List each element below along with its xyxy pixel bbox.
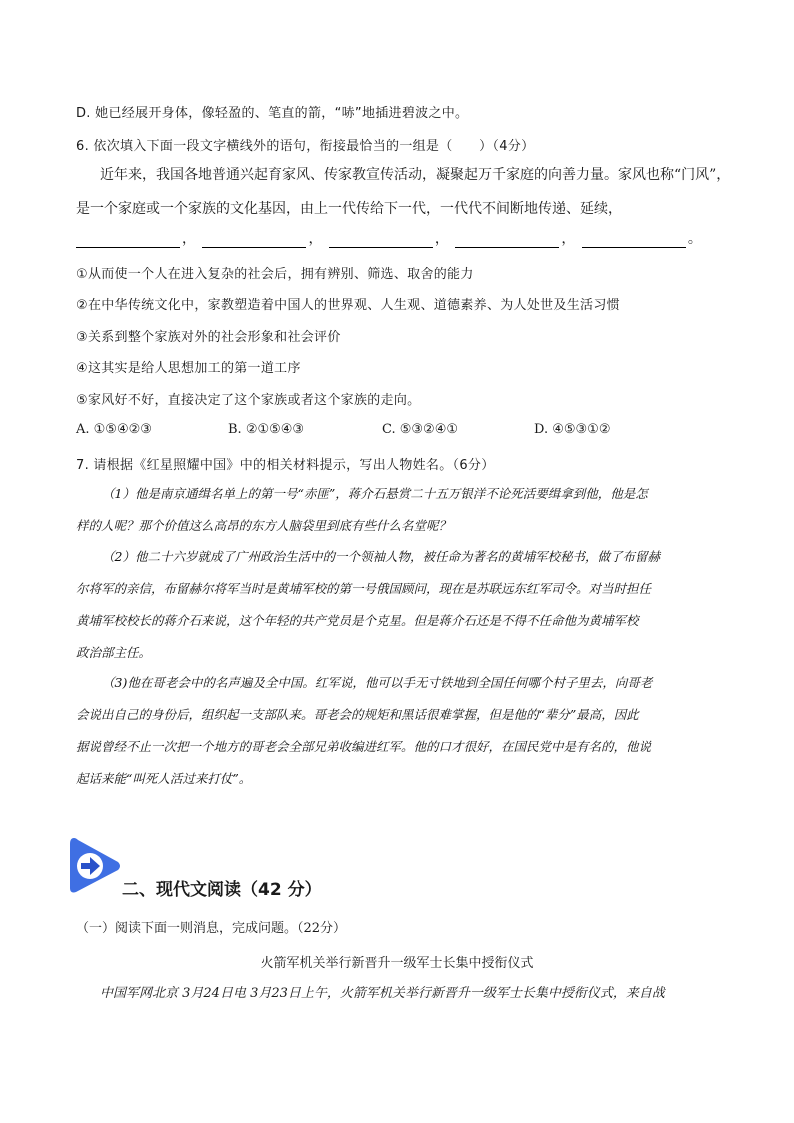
sentence-4: ④这其实是给人思想加工的第一道工序 — [76, 361, 301, 376]
sentence-5: ⑤家风好不好，直接决定了这个家族或者这个家族的走向。 — [76, 393, 421, 408]
choice-d[interactable]: D. ④⑤③①② — [534, 422, 611, 437]
blank-4[interactable] — [455, 233, 559, 248]
story-line: （1）他是南京通缉名单上的第一号“赤匪”，蒋介石悬赏二十五万银洋不论死活要缉拿到他，他是怎 — [102, 486, 648, 501]
story-line: 起话来能“叫死人活过来打仗”。 — [76, 771, 252, 786]
story-line: （3)他在哥老会中的名声遍及全中国。红军说，他可以手无寸铁地到全国任何哪个村子里去，向哥老 — [102, 675, 653, 690]
blank-3[interactable] — [329, 233, 433, 248]
sentence-1: ①从而使一个人在进入复杂的社会后，拥有辨别、筛选、取舍的能力 — [76, 267, 474, 282]
story-line: 尔将军的亲信，布留赫尔将军当时是黄埔军校的第一号俄国顾问，现在是苏联远东红军司令。对当时担任 — [76, 581, 652, 596]
story-line: 黄埔军校校长的蒋介石来说，这个年轻的共产党员是个克星。但是蒋介石还是不得不任命他为黄埔军校 — [76, 613, 639, 628]
story-paragraph-2 — [76, 541, 720, 669]
story-paragraph-1 — [76, 478, 720, 542]
blank-5[interactable] — [582, 233, 686, 248]
subsection-instruction: （一）阅读下面一则消息，完成问题。（22分） — [76, 921, 347, 936]
story-line: 样的人呢？那个价值这么高昂的东方人脑袋里到底有些什么名堂呢？ — [76, 518, 452, 533]
story-paragraph-3 — [76, 667, 720, 795]
sentence-2: ②在中华传统文化中，家教塑造着中国人的世界观、人生观、道德素养、为人处世及生活习惯 — [76, 298, 620, 313]
story-line: 据说曾经不止一次把一个地方的哥老会全部兄弟收编进红军。他的口才很好，在国民党中是有名的，他说 — [76, 739, 652, 754]
story-line: 政治部主任。 — [76, 645, 152, 660]
blank-1[interactable] — [76, 233, 180, 248]
choice-b[interactable]: B. ②①⑤④③ — [228, 422, 305, 437]
choice-c[interactable]: C. ⑤③②④① — [382, 422, 459, 437]
blank-comma: ， — [182, 231, 196, 247]
question-6-passage — [76, 158, 731, 226]
blank-2[interactable] — [202, 233, 306, 248]
sentence-3: ③关系到整个家族对外的社会形象和社会评价 — [76, 330, 341, 345]
choice-a[interactable]: A. ①⑤④②③ — [76, 422, 152, 437]
question-7: 7. 请根据《红星照耀中国》中的相关材料提示，写出人物姓名。（6分） — [76, 458, 495, 473]
fill-in-blanks — [76, 228, 704, 248]
article-first-line: 中国军网北京 3月24日电 3月23日上午，火箭军机关举行新晋升一级军士长集中授衔仪式，来自战 — [100, 986, 665, 1001]
section-arrow-icon — [68, 836, 124, 896]
blank-comma: ， — [308, 231, 323, 247]
blank-comma: ， — [561, 231, 576, 247]
blank-period: 。 — [687, 231, 702, 247]
question-6: 6. 依次填入下面一段文字横线外的语句，衔接最恰当的一组是（ ）（4分） — [76, 139, 535, 154]
section-title: 二、现代文阅读（42 分） — [122, 880, 322, 900]
passage-line-1: 近年来，我国各地普通兴起育家风、传家教宣传活动，凝聚起万千家庭的向善力量。家风也称“门风”， — [100, 167, 731, 183]
passage-line-2: 是一个家庭或一个家族的文化基因，由上一代传给下一代，一代代不间断地传递、延续， — [76, 201, 622, 217]
option-d-line: D. 她已经展开身体，像轻盈的、笔直的箭，“哧”地插进碧波之中。 — [76, 106, 469, 121]
story-line: 会说出自己的身份后，组织起一支部队来。哥老会的规矩和黑话很难掌握，但是他的“辈分”最高，因此 — [76, 707, 639, 722]
blank-comma: ， — [434, 231, 449, 247]
article-title: 火箭军机关举行新晋升一级军士长集中授衔仪式 — [260, 956, 534, 971]
story-line: （2）他二十六岁就成了广州政治生活中的一个领袖人物，被任命为著名的黄埔军校秘书，做了布留赫 — [102, 549, 660, 564]
